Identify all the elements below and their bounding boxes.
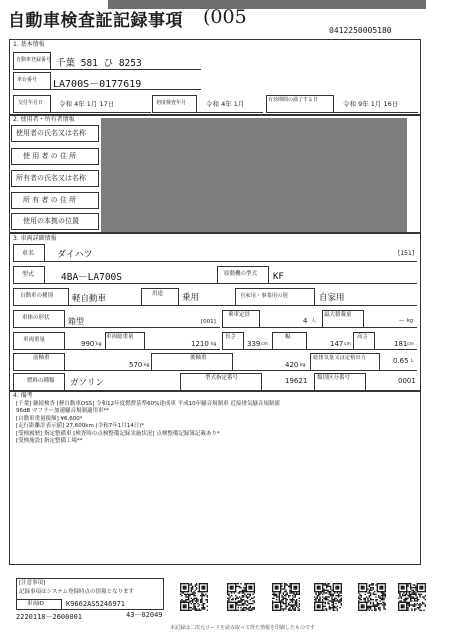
issue-date: 令和 4年 1月 17日: [59, 100, 115, 108]
expiry-date: 令和 9年 1月 16日: [343, 100, 399, 108]
height-label: 高さ: [357, 334, 369, 340]
body-label: 車体の形状: [22, 315, 50, 321]
scan-top-bar: [108, 0, 426, 9]
remark-line: [受検履歴] 指定整備車 [検査時の点検整備記録実施状況] 点検整備記録簿記載あり*: [16, 430, 220, 437]
class-no-label: 類別区分番号: [317, 375, 351, 381]
capacity: 4: [303, 317, 308, 325]
owner-address-label: 所 有 者 の 住 所: [23, 196, 77, 204]
handwritten-note: (005: [203, 6, 247, 28]
length: 339: [247, 340, 261, 348]
document-number: 0412250005180: [329, 26, 392, 35]
kind-label: 自動車の種別: [20, 293, 54, 299]
remark-line: [自動車重量税額] ¥6,600*: [16, 415, 83, 422]
gross-weight-unit: kg: [211, 342, 217, 347]
document-title: 自動車検査証記録事項: [8, 11, 183, 31]
capacity-unit: 人: [311, 318, 317, 324]
user-name-label: 使用者の氏名又は名称: [16, 129, 86, 137]
qr-code-icon: [227, 583, 255, 611]
weight-label: 車両重量: [23, 337, 46, 343]
body-shape: 箱型: [68, 317, 84, 326]
remark-line: [走行距離計表示値] 27,600km (令和7年1月14日)*: [16, 423, 145, 430]
bottom-caption: 本記録は二次元コードを読み取って得た情報を印刷したものです: [170, 625, 316, 631]
width: 147: [330, 340, 344, 348]
width-label: 幅: [285, 334, 291, 340]
use-label: 用途: [152, 291, 164, 297]
qr-code-icon: [398, 583, 426, 611]
weight-unit: kg: [96, 342, 102, 347]
class-number: 0001: [398, 377, 416, 385]
vehicle-kind: 軽自動車: [72, 294, 107, 304]
engine-label: 原動機の型式: [224, 271, 258, 277]
vehicle-id-label: 車両ID: [27, 601, 44, 607]
notice-text: 記録事項はシステム登録時点の情報となります: [19, 589, 134, 595]
serial-left: 2220118－2600001: [16, 613, 83, 621]
vehicle-weight: 990: [81, 340, 95, 348]
type-no-label: 型式指定番号: [205, 375, 239, 381]
type-number: 19621: [285, 377, 308, 385]
fuel-type: ガソリン: [70, 378, 105, 388]
max-load: －: [398, 317, 405, 325]
owner-name-label: 所有者の氏名又は名称: [16, 174, 86, 182]
displacement-unit: L: [411, 359, 414, 364]
rear-axle-label: 後軸重: [190, 355, 207, 361]
private-label: 自家用・事業用の別: [240, 293, 288, 299]
private-use: 自家用: [319, 293, 345, 303]
displacement-label: 総排気量又は定格出力: [313, 355, 366, 361]
model: 4BA－LA700S: [61, 272, 122, 283]
qr-code-icon: [358, 583, 386, 611]
remark-line: [受検施設] 指定整備工場**: [16, 437, 83, 444]
serial-middle: 43－02049: [126, 611, 163, 619]
length-label: 長さ: [225, 334, 237, 340]
height: 181: [394, 340, 408, 348]
first-reg-label: 初度検査年月: [156, 100, 187, 106]
chassis-label: 車台番号: [17, 77, 38, 83]
front-axle: 570: [129, 361, 143, 369]
maker: ダイハツ: [57, 250, 93, 260]
issue-date-label: 交付年月日: [18, 100, 44, 106]
vehicle-id: K9662AS5246971: [66, 600, 126, 608]
model-label: 型式: [22, 271, 35, 278]
reg-no-label: 自動車登録番号: [16, 57, 52, 63]
notice-title: [注意事項]: [19, 580, 46, 586]
user-address-label: 使 用 者 の 住 所: [23, 152, 77, 160]
rear-axle: 420: [285, 361, 299, 369]
section1-header: 1. 基本情報: [13, 41, 45, 48]
displacement: 0.65: [393, 357, 409, 365]
section3-header: 3. 車両詳細情報: [13, 235, 57, 242]
max-load-unit: kg: [407, 318, 414, 324]
expiry-label: 有効期間の満了する日: [268, 97, 319, 103]
engine: KF: [273, 272, 284, 282]
qr-code-row: [180, 581, 420, 615]
qr-code-icon: [314, 583, 342, 611]
front-axle-unit: kg: [144, 363, 150, 368]
section4-header: 4. 備考: [13, 392, 33, 399]
registration-number: 千葉 581 ひ 8253: [56, 58, 142, 69]
width-unit: cm: [344, 342, 351, 347]
redaction-block: [101, 118, 407, 232]
max-load-label: 最大積載量: [324, 312, 352, 318]
remarks-list: [16, 401, 416, 445]
capacity-label: 乗車定員: [228, 312, 251, 318]
fuel-label: 燃料の種類: [27, 378, 55, 384]
first-reg-date: 令和 4年 1月: [206, 100, 245, 108]
qr-code-icon: [272, 583, 300, 611]
vehicle-use: 乗用: [182, 293, 200, 303]
rear-axle-unit: kg: [300, 363, 306, 368]
gross-weight: 1210: [191, 340, 209, 348]
base-location-label: 使用の本拠の位置: [23, 217, 79, 225]
remark-line: 96dB マフラー加速騒音規制適用車**: [16, 408, 110, 415]
remark-line: [千葉] 継続検査 [軽自動車OSS] 令和12年度燃費基準60%達成車 平成10年騒音規制車 近接排気騒音規制値: [16, 401, 280, 407]
body-code: [001]: [201, 319, 216, 325]
length-unit: cm: [261, 342, 268, 347]
section2-header: 2. 使用者・所有者情報: [13, 116, 75, 123]
gross-weight-label: 車両総重量: [106, 334, 134, 340]
height-unit: cm: [407, 342, 414, 347]
qr-code-icon: [180, 583, 208, 611]
maker-label: 車名: [22, 250, 35, 257]
chassis-number: LA700S－0177619: [53, 79, 142, 90]
maker-code: [151]: [398, 250, 415, 257]
front-axle-label: 前軸重: [33, 355, 50, 361]
